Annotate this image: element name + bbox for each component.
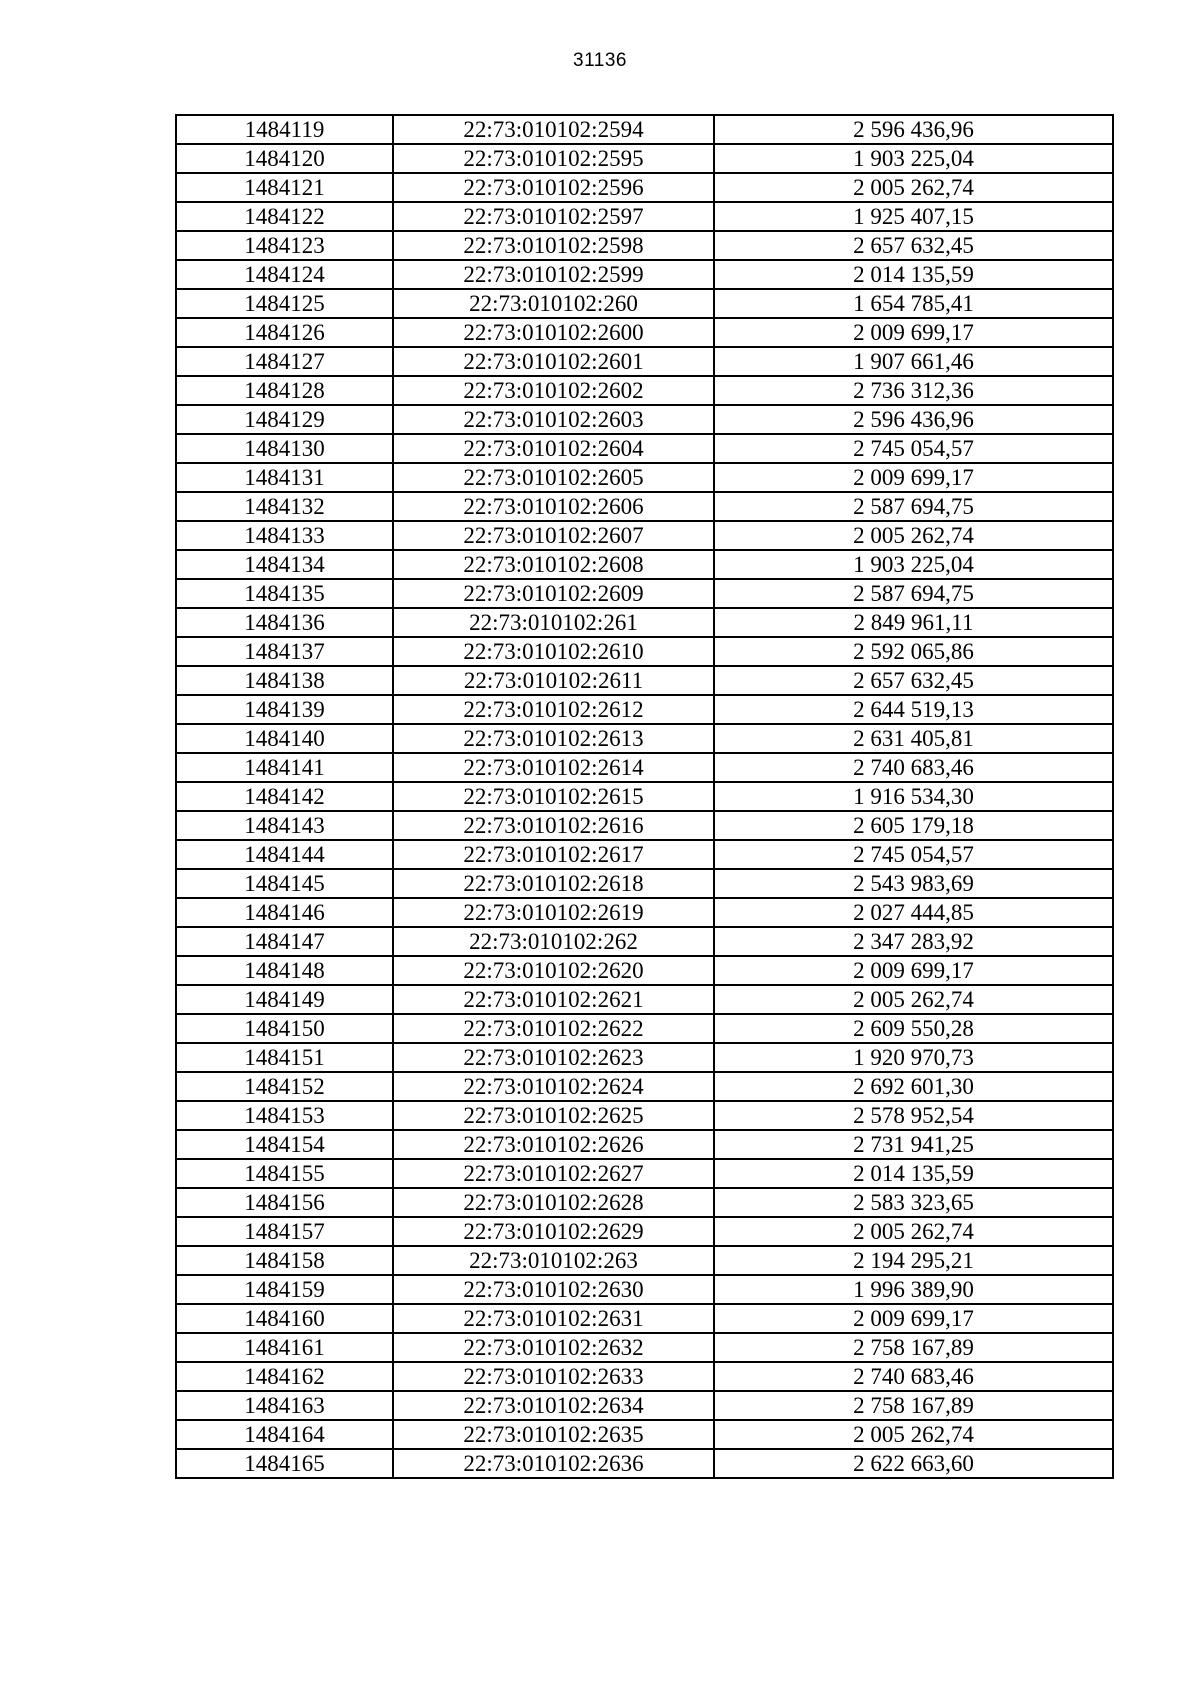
cadastral-number-cell: 22:73:010102:2594 bbox=[393, 115, 714, 144]
row-number-cell: 1484124 bbox=[176, 260, 393, 289]
cadastral-number-cell: 22:73:010102:2605 bbox=[393, 463, 714, 492]
value-cell: 2 014 135,59 bbox=[714, 1159, 1113, 1188]
table-row bbox=[176, 521, 1113, 550]
row-number-cell: 1484153 bbox=[176, 1101, 393, 1130]
table-row bbox=[176, 318, 1113, 347]
cadastral-number-cell: 22:73:010102:261 bbox=[393, 608, 714, 637]
row-number-cell: 1484158 bbox=[176, 1246, 393, 1275]
table-row bbox=[176, 782, 1113, 811]
table-row bbox=[176, 608, 1113, 637]
table-row bbox=[176, 347, 1113, 376]
table-row bbox=[176, 1159, 1113, 1188]
row-number-cell: 1484133 bbox=[176, 521, 393, 550]
row-number-cell: 1484160 bbox=[176, 1304, 393, 1333]
value-cell: 1 996 389,90 bbox=[714, 1275, 1113, 1304]
cadastral-number-cell: 22:73:010102:2636 bbox=[393, 1449, 714, 1478]
table-row bbox=[176, 202, 1113, 231]
table-row bbox=[176, 695, 1113, 724]
value-cell: 2 009 699,17 bbox=[714, 318, 1113, 347]
value-cell: 2 005 262,74 bbox=[714, 173, 1113, 202]
cadastral-number-cell: 22:73:010102:2617 bbox=[393, 840, 714, 869]
row-number-cell: 1484140 bbox=[176, 724, 393, 753]
value-cell: 2 596 436,96 bbox=[714, 405, 1113, 434]
table-row bbox=[176, 434, 1113, 463]
cadastral-number-cell: 22:73:010102:2632 bbox=[393, 1333, 714, 1362]
value-cell: 1 903 225,04 bbox=[714, 144, 1113, 173]
table-row bbox=[176, 1391, 1113, 1420]
cadastral-number-cell: 22:73:010102:2628 bbox=[393, 1188, 714, 1217]
table-row bbox=[176, 1449, 1113, 1478]
value-cell: 1 903 225,04 bbox=[714, 550, 1113, 579]
row-number-cell: 1484136 bbox=[176, 608, 393, 637]
cadastral-number-cell: 22:73:010102:2614 bbox=[393, 753, 714, 782]
cadastral-number-cell: 22:73:010102:2616 bbox=[393, 811, 714, 840]
cadastral-number-cell: 22:73:010102:263 bbox=[393, 1246, 714, 1275]
value-cell: 2 009 699,17 bbox=[714, 1304, 1113, 1333]
row-number-cell: 1484165 bbox=[176, 1449, 393, 1478]
cadastral-number-cell: 22:73:010102:2613 bbox=[393, 724, 714, 753]
table-row bbox=[176, 927, 1113, 956]
row-number-cell: 1484146 bbox=[176, 898, 393, 927]
table-row bbox=[176, 811, 1113, 840]
cadastral-number-cell: 22:73:010102:2606 bbox=[393, 492, 714, 521]
cadastral-number-cell: 22:73:010102:2630 bbox=[393, 1275, 714, 1304]
row-number-cell: 1484151 bbox=[176, 1043, 393, 1072]
cadastral-number-cell: 22:73:010102:2596 bbox=[393, 173, 714, 202]
row-number-cell: 1484137 bbox=[176, 637, 393, 666]
value-cell: 2 758 167,89 bbox=[714, 1333, 1113, 1362]
cadastral-number-cell: 22:73:010102:2595 bbox=[393, 144, 714, 173]
page-number: 31136 bbox=[573, 50, 627, 71]
table-row bbox=[176, 840, 1113, 869]
cadastral-number-cell: 22:73:010102:262 bbox=[393, 927, 714, 956]
cadastral-number-cell: 22:73:010102:2634 bbox=[393, 1391, 714, 1420]
row-number-cell: 1484123 bbox=[176, 231, 393, 260]
table-row bbox=[176, 579, 1113, 608]
cadastral-number-cell: 22:73:010102:2615 bbox=[393, 782, 714, 811]
value-cell: 1 925 407,15 bbox=[714, 202, 1113, 231]
row-number-cell: 1484141 bbox=[176, 753, 393, 782]
value-cell: 2 587 694,75 bbox=[714, 579, 1113, 608]
row-number-cell: 1484147 bbox=[176, 927, 393, 956]
value-cell: 2 005 262,74 bbox=[714, 985, 1113, 1014]
cadastral-number-cell: 22:73:010102:2603 bbox=[393, 405, 714, 434]
cadastral-number-cell: 22:73:010102:2635 bbox=[393, 1420, 714, 1449]
value-cell: 2 622 663,60 bbox=[714, 1449, 1113, 1478]
value-cell: 2 005 262,74 bbox=[714, 1420, 1113, 1449]
table-row bbox=[176, 231, 1113, 260]
row-number-cell: 1484144 bbox=[176, 840, 393, 869]
value-cell: 2 009 699,17 bbox=[714, 463, 1113, 492]
cadastral-number-cell: 22:73:010102:2621 bbox=[393, 985, 714, 1014]
cadastral-number-cell: 22:73:010102:2607 bbox=[393, 521, 714, 550]
cadastral-number-cell: 22:73:010102:2623 bbox=[393, 1043, 714, 1072]
row-number-cell: 1484122 bbox=[176, 202, 393, 231]
value-cell: 2 592 065,86 bbox=[714, 637, 1113, 666]
value-cell: 2 578 952,54 bbox=[714, 1101, 1113, 1130]
row-number-cell: 1484154 bbox=[176, 1130, 393, 1159]
cadastral-number-cell: 22:73:010102:260 bbox=[393, 289, 714, 318]
cadastral-number-cell: 22:73:010102:2620 bbox=[393, 956, 714, 985]
row-number-cell: 1484129 bbox=[176, 405, 393, 434]
value-cell: 1 916 534,30 bbox=[714, 782, 1113, 811]
value-cell: 2 009 699,17 bbox=[714, 956, 1113, 985]
value-cell: 2 014 135,59 bbox=[714, 260, 1113, 289]
table-row bbox=[176, 1188, 1113, 1217]
cadastral-number-cell: 22:73:010102:2610 bbox=[393, 637, 714, 666]
cadastral-number-cell: 22:73:010102:2626 bbox=[393, 1130, 714, 1159]
value-cell: 2 692 601,30 bbox=[714, 1072, 1113, 1101]
table-row bbox=[176, 1130, 1113, 1159]
cadastral-number-cell: 22:73:010102:2624 bbox=[393, 1072, 714, 1101]
row-number-cell: 1484163 bbox=[176, 1391, 393, 1420]
value-cell: 1 907 661,46 bbox=[714, 347, 1113, 376]
table-row bbox=[176, 376, 1113, 405]
row-number-cell: 1484125 bbox=[176, 289, 393, 318]
row-number-cell: 1484149 bbox=[176, 985, 393, 1014]
cadastral-number-cell: 22:73:010102:2612 bbox=[393, 695, 714, 724]
cadastral-number-cell: 22:73:010102:2625 bbox=[393, 1101, 714, 1130]
row-number-cell: 1484128 bbox=[176, 376, 393, 405]
cadastral-number-cell: 22:73:010102:2619 bbox=[393, 898, 714, 927]
row-number-cell: 1484138 bbox=[176, 666, 393, 695]
table-row bbox=[176, 550, 1113, 579]
table-row bbox=[176, 985, 1113, 1014]
table-row bbox=[176, 869, 1113, 898]
table-row bbox=[176, 898, 1113, 927]
table-row bbox=[176, 260, 1113, 289]
row-number-cell: 1484119 bbox=[176, 115, 393, 144]
table-row bbox=[176, 173, 1113, 202]
value-cell: 2 731 941,25 bbox=[714, 1130, 1113, 1159]
cadastral-number-cell: 22:73:010102:2609 bbox=[393, 579, 714, 608]
table-row bbox=[176, 1420, 1113, 1449]
table-row bbox=[176, 1072, 1113, 1101]
row-number-cell: 1484145 bbox=[176, 869, 393, 898]
row-number-cell: 1484164 bbox=[176, 1420, 393, 1449]
row-number-cell: 1484143 bbox=[176, 811, 393, 840]
table-body bbox=[176, 115, 1113, 1478]
cadastral-number-cell: 22:73:010102:2633 bbox=[393, 1362, 714, 1391]
row-number-cell: 1484162 bbox=[176, 1362, 393, 1391]
value-cell: 2 194 295,21 bbox=[714, 1246, 1113, 1275]
cadastral-number-cell: 22:73:010102:2598 bbox=[393, 231, 714, 260]
cadastral-number-cell: 22:73:010102:2601 bbox=[393, 347, 714, 376]
row-number-cell: 1484135 bbox=[176, 579, 393, 608]
table-row bbox=[176, 115, 1113, 144]
row-number-cell: 1484139 bbox=[176, 695, 393, 724]
table-row bbox=[176, 1304, 1113, 1333]
row-number-cell: 1484155 bbox=[176, 1159, 393, 1188]
cadastral-number-cell: 22:73:010102:2631 bbox=[393, 1304, 714, 1333]
cadastral-number-cell: 22:73:010102:2608 bbox=[393, 550, 714, 579]
value-cell: 1 654 785,41 bbox=[714, 289, 1113, 318]
table-row bbox=[176, 1217, 1113, 1246]
row-number-cell: 1484134 bbox=[176, 550, 393, 579]
cadastral-number-cell: 22:73:010102:2604 bbox=[393, 434, 714, 463]
data-table bbox=[175, 114, 1114, 1479]
cadastral-number-cell: 22:73:010102:2599 bbox=[393, 260, 714, 289]
value-cell: 2 605 179,18 bbox=[714, 811, 1113, 840]
row-number-cell: 1484161 bbox=[176, 1333, 393, 1362]
value-cell: 2 543 983,69 bbox=[714, 869, 1113, 898]
table-row bbox=[176, 1246, 1113, 1275]
table-row bbox=[176, 405, 1113, 434]
value-cell: 2 736 312,36 bbox=[714, 376, 1113, 405]
cadastral-number-cell: 22:73:010102:2600 bbox=[393, 318, 714, 347]
row-number-cell: 1484150 bbox=[176, 1014, 393, 1043]
table-row bbox=[176, 1362, 1113, 1391]
cadastral-number-cell: 22:73:010102:2627 bbox=[393, 1159, 714, 1188]
value-cell: 2 657 632,45 bbox=[714, 231, 1113, 260]
cadastral-number-cell: 22:73:010102:2618 bbox=[393, 869, 714, 898]
value-cell: 2 631 405,81 bbox=[714, 724, 1113, 753]
table-row bbox=[176, 1333, 1113, 1362]
row-number-cell: 1484130 bbox=[176, 434, 393, 463]
value-cell: 2 644 519,13 bbox=[714, 695, 1113, 724]
value-cell: 2 587 694,75 bbox=[714, 492, 1113, 521]
table-row bbox=[176, 724, 1113, 753]
cadastral-number-cell: 22:73:010102:2629 bbox=[393, 1217, 714, 1246]
row-number-cell: 1484152 bbox=[176, 1072, 393, 1101]
row-number-cell: 1484127 bbox=[176, 347, 393, 376]
value-cell: 2 005 262,74 bbox=[714, 521, 1113, 550]
table-row bbox=[176, 144, 1113, 173]
value-cell: 2 849 961,11 bbox=[714, 608, 1113, 637]
row-number-cell: 1484157 bbox=[176, 1217, 393, 1246]
value-cell: 2 740 683,46 bbox=[714, 1362, 1113, 1391]
table-row bbox=[176, 1043, 1113, 1072]
cadastral-number-cell: 22:73:010102:2597 bbox=[393, 202, 714, 231]
table-row bbox=[176, 1101, 1113, 1130]
value-cell: 2 005 262,74 bbox=[714, 1217, 1113, 1246]
table-row bbox=[176, 1275, 1113, 1304]
row-number-cell: 1484131 bbox=[176, 463, 393, 492]
value-cell: 2 745 054,57 bbox=[714, 840, 1113, 869]
table-row bbox=[176, 1014, 1113, 1043]
value-cell: 2 609 550,28 bbox=[714, 1014, 1113, 1043]
cadastral-number-cell: 22:73:010102:2602 bbox=[393, 376, 714, 405]
row-number-cell: 1484126 bbox=[176, 318, 393, 347]
row-number-cell: 1484156 bbox=[176, 1188, 393, 1217]
value-cell: 2 596 436,96 bbox=[714, 115, 1113, 144]
value-cell: 2 027 444,85 bbox=[714, 898, 1113, 927]
table-row bbox=[176, 289, 1113, 318]
table-row bbox=[176, 956, 1113, 985]
table-row bbox=[176, 492, 1113, 521]
value-cell: 2 745 054,57 bbox=[714, 434, 1113, 463]
value-cell: 1 920 970,73 bbox=[714, 1043, 1113, 1072]
row-number-cell: 1484148 bbox=[176, 956, 393, 985]
value-cell: 2 657 632,45 bbox=[714, 666, 1113, 695]
cadastral-number-cell: 22:73:010102:2611 bbox=[393, 666, 714, 695]
row-number-cell: 1484132 bbox=[176, 492, 393, 521]
value-cell: 2 583 323,65 bbox=[714, 1188, 1113, 1217]
value-cell: 2 758 167,89 bbox=[714, 1391, 1113, 1420]
table-row bbox=[176, 637, 1113, 666]
row-number-cell: 1484121 bbox=[176, 173, 393, 202]
table-row bbox=[176, 753, 1113, 782]
value-cell: 2 740 683,46 bbox=[714, 753, 1113, 782]
row-number-cell: 1484120 bbox=[176, 144, 393, 173]
table-row bbox=[176, 666, 1113, 695]
cadastral-number-cell: 22:73:010102:2622 bbox=[393, 1014, 714, 1043]
table-row bbox=[176, 463, 1113, 492]
value-cell: 2 347 283,92 bbox=[714, 927, 1113, 956]
row-number-cell: 1484142 bbox=[176, 782, 393, 811]
row-number-cell: 1484159 bbox=[176, 1275, 393, 1304]
